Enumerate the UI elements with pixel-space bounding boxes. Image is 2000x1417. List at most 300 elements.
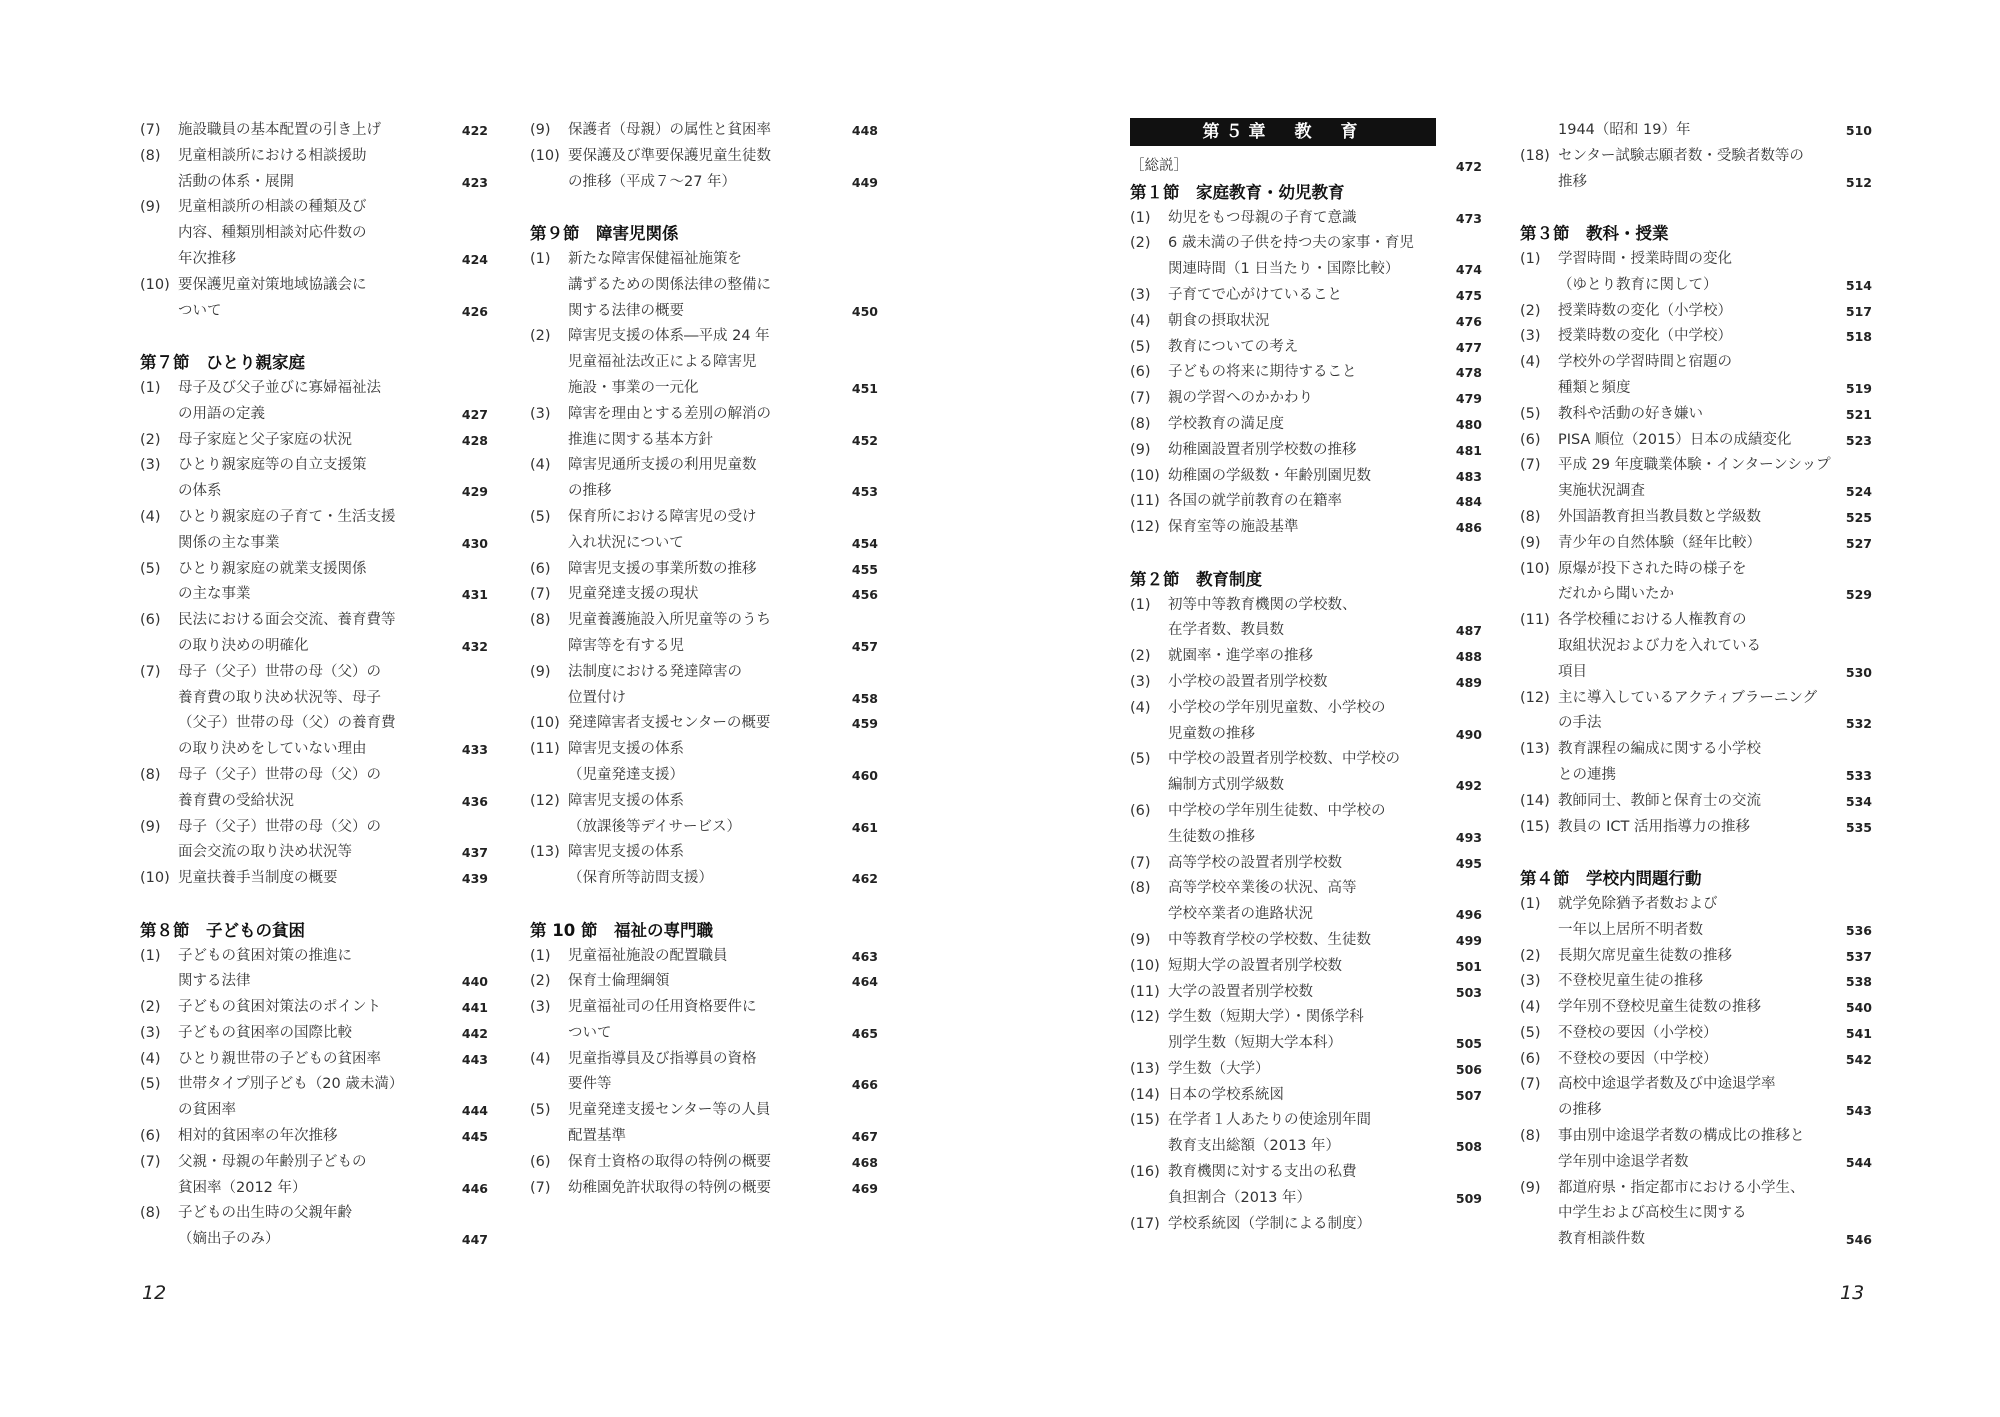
toc-entry-continuation: [530, 1124, 878, 1150]
toc-column-1: [140, 118, 488, 1253]
entry-page-number: 424: [461, 251, 488, 267]
toc-entry-continuation: [140, 1098, 488, 1124]
entry-title: 障害を理由とする差別の解消の: [568, 405, 771, 422]
entry-page-number: 509: [1455, 1190, 1482, 1206]
entry-title: の推移: [568, 483, 612, 500]
entry-page-number: 507: [1455, 1087, 1482, 1103]
entry-page-number: 452: [851, 432, 878, 448]
entry-page-number: 501: [1455, 958, 1482, 974]
entry-title: 授業時数の変化（中学校）: [1558, 328, 1732, 345]
section-heading: [1520, 221, 1872, 247]
entry-title: 発達障害者支援センターの概要: [568, 715, 771, 732]
entry-page-number: 517: [1845, 303, 1872, 319]
toc-entry: [1130, 1005, 1482, 1031]
entry-title: 高等学校の設置者別学校数: [1168, 854, 1342, 871]
entry-page-number: 544: [1845, 1154, 1872, 1170]
toc-column-2: [530, 118, 878, 1201]
entry-number: (2): [530, 973, 551, 990]
toc-entry: [140, 118, 488, 144]
entry-page-number: 433: [461, 742, 488, 758]
entry-title: の取り決めの明確化: [178, 637, 309, 654]
toc-entry-continuation: [1520, 170, 1872, 196]
toc-entry: [1130, 412, 1482, 438]
entry-number: (13): [530, 844, 560, 861]
toc-entry: [1520, 505, 1872, 531]
entry-number: (14): [1520, 792, 1550, 809]
entry-page-number: 536: [1845, 922, 1872, 938]
entry-number: (9): [140, 818, 161, 835]
toc-entry: [1130, 206, 1482, 232]
entry-page-number: 484: [1455, 494, 1482, 510]
entry-number: (4): [140, 1050, 161, 1067]
entry-page-number: 457: [851, 638, 878, 654]
entry-title: 小学校の学年別児童数、小学校の: [1168, 699, 1386, 716]
entry-number: (1): [1130, 596, 1151, 613]
entry-page-number: 542: [1845, 1051, 1872, 1067]
entry-title: 小学校の設置者別学校数: [1168, 673, 1328, 690]
entry-number: (16): [1130, 1164, 1160, 1181]
entry-page-number: 441: [461, 1000, 488, 1016]
toc-entry-continuation: [530, 376, 878, 402]
entry-page-number: 480: [1455, 416, 1482, 432]
entry-page-number: 541: [1845, 1025, 1872, 1041]
entry-title: 要保護及び準要保護児童生徒数: [568, 147, 771, 164]
entry-number: (4): [1130, 699, 1151, 716]
toc-entry: [1130, 464, 1482, 490]
entry-title: （ゆとり教育に関して）: [1558, 276, 1718, 293]
entry-title: 子どもの貧困率の国際比較: [178, 1024, 352, 1041]
section-heading-text: 第８節 子どもの貧困: [140, 920, 305, 940]
entry-title: 学年別不登校児童生徒数の推移: [1558, 999, 1761, 1016]
entry-number: (11): [1130, 983, 1160, 1000]
entry-title: 種類と頻度: [1558, 379, 1631, 396]
spacer: [530, 195, 878, 221]
entry-title: 主に導入しているアクティブラーニング: [1558, 689, 1818, 706]
entry-title: ついて: [178, 302, 222, 319]
entry-number: (15): [1520, 818, 1550, 835]
entry-number: (12): [1520, 689, 1550, 706]
entry-number: (7): [1520, 457, 1541, 474]
entry-title: ひとり親家庭の就業支援関係: [178, 560, 367, 577]
entry-page-number: 532: [1845, 716, 1872, 732]
toc-entry: [1130, 851, 1482, 877]
section-heading-text: 第４節 学校内問題行動: [1520, 869, 1702, 889]
toc-entry: [1520, 324, 1872, 350]
toc-entry-continuation: [140, 247, 488, 273]
toc-entry: [1520, 789, 1872, 815]
toc-entry-continuation: [530, 686, 878, 712]
toc-entry: [1520, 737, 1872, 763]
entry-title: 講ずるための関係法律の整備に: [568, 276, 771, 293]
toc-entry: [1520, 144, 1872, 170]
toc-entry: [1130, 283, 1482, 309]
entry-page-number: 546: [1845, 1232, 1872, 1248]
entry-title: 法制度における発達障害の: [568, 663, 742, 680]
entry-title: 要保護児童対策地域協議会に: [178, 276, 367, 293]
entry-page-number: 495: [1455, 855, 1482, 871]
entry-title: 平成 29 年度職業体験・インターンシップ: [1558, 457, 1831, 474]
entry-title: 配置基準: [568, 1128, 626, 1145]
toc-entry-continuation: [1520, 763, 1872, 789]
toc-entry: [1130, 696, 1482, 722]
entry-title: の推移: [1558, 1102, 1602, 1119]
entry-number: (6): [1130, 802, 1151, 819]
entry-title: 在学者数、教員数: [1168, 622, 1284, 639]
entry-page-number: 481: [1455, 442, 1482, 458]
entry-page-number: 432: [461, 638, 488, 654]
entry-title: 施設職員の基本配置の引き上げ: [178, 122, 381, 138]
toc-entry-continuation: [530, 428, 878, 454]
toc-entry-continuation: [1130, 902, 1482, 928]
entry-title: 就学免除猶予者数および: [1558, 895, 1718, 912]
entry-title: 障害児支援の体系: [568, 792, 684, 809]
toc-entry: [1520, 995, 1872, 1021]
entry-page-number: 448: [851, 123, 878, 138]
entry-number: (11): [1520, 612, 1550, 629]
section-heading: [140, 350, 488, 376]
entry-number: (3): [140, 1024, 161, 1041]
toc-entry-continuation: [140, 299, 488, 325]
entry-title: 項目: [1558, 663, 1587, 680]
entry-page-number: 487: [1455, 623, 1482, 639]
toc-entry: [140, 1201, 488, 1227]
entry-number: (10): [140, 276, 170, 293]
entry-title: 障害等を有する児: [568, 637, 684, 654]
entry-title: （児童発達支援）: [568, 766, 684, 783]
entry-page-number: 492: [1455, 778, 1482, 794]
entry-page-number: 460: [851, 767, 878, 783]
section-heading-text: 第３節 教科・授業: [1520, 224, 1669, 244]
entry-number: (5): [1130, 338, 1151, 355]
entry-number: (13): [1520, 741, 1550, 758]
toc-entry: [530, 582, 878, 608]
entry-page-number: 431: [461, 587, 488, 603]
entry-page-number: 455: [851, 561, 878, 577]
entry-number: (5): [140, 1076, 161, 1093]
entry-page-number: 514: [1845, 277, 1872, 293]
toc-entry-continuation: [1520, 660, 1872, 686]
entry-title: 母子及び父子並びに寡婦福祉法: [178, 379, 381, 396]
entry-title: 教育機関に対する支出の私費: [1168, 1164, 1357, 1181]
entry-title: 母子（父子）世帯の母（父）の: [178, 818, 381, 835]
entry-page-number: 488: [1455, 649, 1482, 665]
toc-entry: [1130, 644, 1482, 670]
entry-number: (2): [530, 328, 551, 345]
entry-title: 一年以上居所不明者数: [1558, 921, 1703, 938]
entry-number: (10): [140, 870, 170, 887]
entry-page-number: 465: [851, 1025, 878, 1041]
entry-title: 負担割合（2013 年）: [1168, 1189, 1312, 1206]
toc-entry-continuation: [1520, 711, 1872, 737]
entry-title: の取り決めをしていない理由: [178, 741, 367, 758]
entry-page-number: 533: [1845, 767, 1872, 783]
entry-page-number: 518: [1845, 329, 1872, 345]
entry-page-number: 449: [851, 174, 878, 190]
entry-page-number: 503: [1455, 984, 1482, 1000]
spacer: [140, 892, 488, 918]
entry-title: 児童福祉法改正による障害児: [568, 354, 757, 371]
toc-entry-continuation: [140, 737, 488, 763]
toc-entry: [140, 815, 488, 841]
entry-page-number: 454: [851, 535, 878, 551]
section-heading-text: 第２節 教育制度: [1130, 569, 1262, 589]
entry-number: (1): [140, 379, 161, 396]
entry-number: (6): [530, 560, 551, 577]
entry-title: 子どもの将来に期待すること: [1168, 364, 1357, 381]
entry-number: (8): [530, 612, 551, 629]
entry-number: (3): [140, 457, 161, 474]
entry-number: (11): [1130, 493, 1160, 510]
toc-entry-continuation: [530, 273, 878, 299]
entry-number: (1): [530, 250, 551, 267]
entry-page-number: 463: [851, 948, 878, 964]
entry-title: 初等中等教育機関の学校数、: [1168, 596, 1357, 613]
entry-number: (5): [1520, 405, 1541, 422]
entry-page-number: 524: [1845, 484, 1872, 500]
entry-title: 子育てで心がけていること: [1168, 286, 1342, 303]
toc-entry-continuation: [1130, 1134, 1482, 1160]
entry-number: (3): [530, 405, 551, 422]
entry-page-number: 443: [461, 1051, 488, 1067]
entry-title: 幼稚園設置者別学校数の推移: [1168, 441, 1357, 458]
toc-entry-continuation: [1130, 825, 1482, 851]
toc-entry: [1130, 799, 1482, 825]
entry-title: 不登校の要因（小学校）: [1558, 1024, 1718, 1041]
entry-number: (8): [140, 147, 161, 164]
toc-entry: [140, 1021, 488, 1047]
entry-number: (6): [140, 612, 161, 629]
entry-title: 別学生数（短期大学本科）: [1168, 1035, 1342, 1052]
entry-page-number: 440: [461, 974, 488, 990]
entry-number: (1): [1130, 209, 1151, 226]
toc-entry-continuation: [1520, 1227, 1872, 1253]
toc-entry: [530, 789, 878, 815]
entry-page-number: 537: [1845, 948, 1872, 964]
entry-title: 児童発達支援の現状: [568, 586, 699, 603]
entry-title: 教育についての考え: [1168, 338, 1299, 355]
toc-entry: [530, 1047, 878, 1073]
toc-entry: [1520, 402, 1872, 428]
entry-title: 幼稚園免許状取得の特例の概要: [568, 1179, 771, 1196]
toc-entry: [1520, 608, 1872, 634]
entry-number: (9): [1130, 441, 1151, 458]
toc-entry-continuation: [530, 170, 878, 196]
section-heading: [530, 918, 878, 944]
toc-entry: [140, 376, 488, 402]
entry-page-number: 468: [851, 1154, 878, 1170]
entry-page-number: 506: [1455, 1061, 1482, 1077]
entry-title: センター試験志願者数・受験者数等の: [1558, 147, 1804, 164]
toc-entry-continuation: [1520, 1201, 1872, 1227]
entry-number: (9): [1130, 931, 1151, 948]
entry-title: 不登校の要因（中学校）: [1558, 1050, 1718, 1067]
entry-title: 実施状況調査: [1558, 483, 1645, 500]
entry-page-number: 472: [1455, 159, 1482, 174]
toc-entry-continuation: [1520, 1150, 1872, 1176]
entry-title: 活動の体系・展開: [178, 173, 294, 190]
entry-page-number: 505: [1455, 1036, 1482, 1052]
entry-number: (8): [1130, 415, 1151, 432]
entry-title: 高等学校卒業後の状況、高等: [1168, 880, 1357, 897]
entry-page-number: 436: [461, 793, 488, 809]
toc-entry-continuation: [140, 479, 488, 505]
entry-title: 母子（父子）世帯の母（父）の: [178, 766, 381, 783]
entry-title: 生徒数の推移: [1168, 828, 1255, 845]
entry-number: (5): [530, 1102, 551, 1119]
toc-entry-continuation: [140, 221, 488, 247]
toc-entry-continuation: [140, 789, 488, 815]
toc-entry: [140, 144, 488, 170]
toc-entry: [530, 118, 878, 144]
entry-number: (3): [1520, 973, 1541, 990]
entry-title: 内容、種類別相談対応件数の: [178, 225, 367, 242]
toc-entry-continuation: [1130, 722, 1482, 748]
entry-number: (12): [530, 792, 560, 809]
entry-title: 母子家庭と父子家庭の状況: [178, 431, 352, 448]
entry-number: (10): [1520, 560, 1550, 577]
toc-entry: [530, 1150, 878, 1176]
entry-number: (13): [1130, 1060, 1160, 1077]
toc-entry: [1520, 557, 1872, 583]
entry-title: 児童福祉司の任用資格要件に: [568, 999, 757, 1016]
entry-page-number: 453: [851, 484, 878, 500]
entry-number: (6): [1520, 1050, 1541, 1067]
entry-page-number: 427: [461, 406, 488, 422]
entry-number: (10): [530, 147, 560, 164]
entry-title: 中学校の設置者別学校数、中学校の: [1168, 751, 1400, 768]
entry-title: 児童発達支援センター等の人員: [568, 1102, 771, 1119]
entry-page-number: 459: [851, 716, 878, 732]
toc-entry: [1520, 1021, 1872, 1047]
entry-title: ひとり親家庭等の自立支援策: [178, 457, 367, 474]
entry-title: 世帯タイプ別子ども（20 歳未満）: [178, 1076, 404, 1093]
toc-entry-continuation: [1520, 273, 1872, 299]
entry-page-number: 521: [1845, 406, 1872, 422]
entry-title: 不登校児童生徒の推移: [1558, 973, 1703, 990]
entry-title: 高校中途退学者数及び中途退学率: [1558, 1076, 1776, 1093]
entry-title: 位置付け: [568, 689, 626, 706]
entry-title: 児童福祉施設の配置職員: [568, 947, 728, 964]
entry-title: 貧困率（2012 年）: [178, 1179, 307, 1196]
entry-title: 関する法律の概要: [568, 302, 684, 319]
toc-entry: [530, 995, 878, 1021]
toc-entry-continuation: [530, 350, 878, 376]
entry-page-number: 467: [851, 1129, 878, 1145]
entry-page-number: 508: [1455, 1139, 1482, 1155]
toc-entry-continuation: [1520, 918, 1872, 944]
entry-number: (12): [1130, 1009, 1160, 1026]
entry-title: 6 歳未満の子供を持つ夫の家事・育児: [1168, 235, 1414, 252]
section-heading-text: 第９節 障害児関係: [530, 224, 679, 244]
entry-page-number: 527: [1845, 535, 1872, 551]
toc-entry: [1130, 335, 1482, 361]
entry-page-number: 490: [1455, 726, 1482, 742]
entry-number: (4): [1520, 354, 1541, 371]
toc-entry: [1520, 453, 1872, 479]
entry-number: (3): [530, 999, 551, 1016]
section-heading: [530, 221, 878, 247]
entry-title: 民法における面会交流、養育費等: [178, 612, 396, 629]
toc-entry: [1130, 670, 1482, 696]
entry-title: 養育費の受給状況: [178, 792, 294, 809]
toc-entry: [140, 195, 488, 221]
entry-title: の貧困率: [178, 1102, 236, 1119]
section-heading-text: 第 10 節 福祉の専門職: [530, 920, 713, 940]
entry-title: 学校卒業者の進路状況: [1168, 906, 1313, 923]
entry-page-number: 439: [461, 871, 488, 887]
entry-title: 大学の設置者別学校数: [1168, 983, 1313, 1000]
entry-number: (9): [1520, 534, 1541, 551]
spacer: [140, 324, 488, 350]
entry-page-number: 535: [1845, 819, 1872, 835]
entry-page-number: 499: [1455, 932, 1482, 948]
toc-entry: [140, 1072, 488, 1098]
entry-page-number: 474: [1455, 262, 1482, 278]
toc-entry-continuation: [140, 840, 488, 866]
toc-entry-continuation: [530, 1021, 878, 1047]
entry-title: 母子（父子）世帯の母（父）の: [178, 663, 381, 680]
toc-entry: [140, 660, 488, 686]
toc-entry: [530, 453, 878, 479]
spacer: [1520, 195, 1872, 221]
entry-title: の推移（平成７～27 年）: [568, 173, 737, 190]
toc-entry: [530, 737, 878, 763]
entry-title: 幼稚園の学級数・年齢別園児数: [1168, 467, 1371, 484]
entry-title: 保育室等の施設基準: [1168, 519, 1299, 536]
entry-title: 障害児通所支援の利用児童数: [568, 457, 757, 474]
entry-title: 長期欠席児童生徒数の推移: [1558, 947, 1732, 964]
entry-title: の主な事業: [178, 586, 251, 603]
entry-number: (4): [1520, 999, 1541, 1016]
entry-page-number: 429: [461, 484, 488, 500]
toc-entry: [140, 763, 488, 789]
entry-page-number: 464: [851, 974, 878, 990]
entry-page-number: 466: [851, 1077, 878, 1093]
entry-title: の用語の定義: [178, 405, 265, 422]
entry-page-number: 437: [461, 845, 488, 861]
page-number-right: 13: [1840, 1282, 1865, 1304]
entry-title: 父親・母親の年齢別子どもの: [178, 1153, 367, 1170]
spacer: [1130, 541, 1482, 567]
toc-entry-continuation: [530, 634, 878, 660]
entry-number: (5): [140, 560, 161, 577]
toc-entry-continuation: [530, 815, 878, 841]
entry-title: 保育士資格の取得の特例の概要: [568, 1153, 771, 1170]
toc-column-4: [1520, 118, 1872, 1253]
entry-title: 事由別中途退学者数の構成比の推移と: [1558, 1128, 1805, 1145]
entry-page-number: 493: [1455, 829, 1482, 845]
entry-title: ［総説］: [1130, 158, 1188, 174]
toc-entry: [530, 660, 878, 686]
entry-page-number: 529: [1845, 587, 1872, 603]
entry-number: (9): [530, 122, 551, 138]
toc-entry: [140, 944, 488, 970]
entry-page-number: 442: [461, 1025, 488, 1041]
toc-entry: [1520, 428, 1872, 454]
toc-entry: [1520, 350, 1872, 376]
toc-entry: [1520, 944, 1872, 970]
entry-number: (15): [1130, 1112, 1160, 1129]
toc-entry: [530, 711, 878, 737]
section-heading-text: 第１節 家庭教育・幼児教育: [1130, 182, 1345, 202]
entry-page-number: 458: [851, 690, 878, 706]
toc-entry: [1520, 1047, 1872, 1073]
entry-number: (7): [140, 122, 161, 138]
toc-entry-continuation: [140, 711, 488, 737]
entry-title: 都道府県・指定都市における小学生、: [1558, 1179, 1805, 1196]
toc-entry: [140, 608, 488, 634]
entry-title: 教員の ICT 活用指導力の推移: [1558, 818, 1750, 835]
